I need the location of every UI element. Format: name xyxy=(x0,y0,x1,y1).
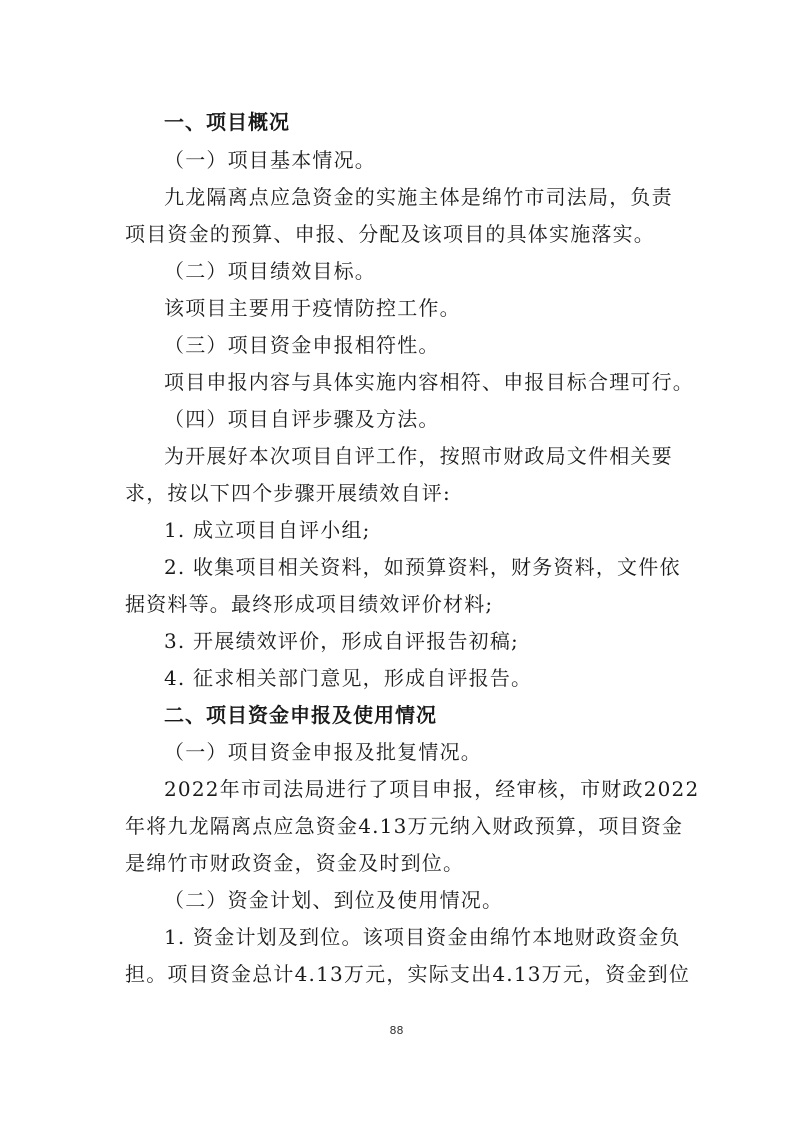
list-item: 3. 开展绩效评价，形成自评报告初稿; xyxy=(164,629,519,653)
paragraph-line: 求，按以下四个步骤开展绩效自评: xyxy=(125,481,451,505)
list-item-continuation: 据资料等。最终形成项目绩效评价材料; xyxy=(125,592,494,616)
list-item: 1. 成立项目自评小组; xyxy=(164,518,371,542)
paragraph-line: 项目申报内容与具体实施内容相符、申报目标合理可行。 xyxy=(164,370,694,394)
list-item-continuation: 担。项目资金总计4.13万元，实际支出4.13万元，资金到位 xyxy=(125,962,691,986)
paragraph-line: 年将九龙隔离点应急资金4.13万元纳入财政预算，项目资金 xyxy=(125,814,684,838)
paragraph-line: 2022年市司法局进行了项目申报，经审核，市财政2022 xyxy=(164,777,700,801)
paragraph-line: 项目资金的预算、申报、分配及该项目的具体实施落实。 xyxy=(125,222,655,246)
list-item: 4. 征求相关部门意见，形成自评报告。 xyxy=(164,666,533,690)
page-number: 88 xyxy=(389,1024,404,1037)
list-item: 2. 收集项目相关资料，如预算资料，财务资料，文件依 xyxy=(164,555,681,579)
subsection-heading-1-3: （三）项目资金申报相符性。 xyxy=(164,333,440,357)
section-heading-2: 二、项目资金申报及使用情况 xyxy=(164,703,437,727)
list-item: 1. 资金计划及到位。该项目资金由绵竹本地财政资金负 xyxy=(164,925,681,949)
subsection-heading-1-4: （四）项目自评步骤及方法。 xyxy=(164,407,440,431)
subsection-heading-2-1: （一）项目资金申报及批复情况。 xyxy=(164,740,482,764)
subsection-heading-2-2: （二）资金计划、到位及使用情况。 xyxy=(164,888,504,912)
subsection-heading-1-1: （一）项目基本情况。 xyxy=(164,148,376,172)
paragraph-line: 为开展好本次项目自评工作，按照市财政局文件相关要 xyxy=(164,444,673,468)
paragraph-line: 是绵竹市财政资金，资金及时到位。 xyxy=(125,851,465,875)
subsection-heading-1-2: （二）项目绩效目标。 xyxy=(164,259,376,283)
paragraph-line: 九龙隔离点应急资金的实施主体是绵竹市司法局，负责 xyxy=(164,185,673,209)
section-heading-1: 一、项目概况 xyxy=(164,110,290,134)
paragraph-line: 该项目主要用于疫情防控工作。 xyxy=(164,296,461,320)
